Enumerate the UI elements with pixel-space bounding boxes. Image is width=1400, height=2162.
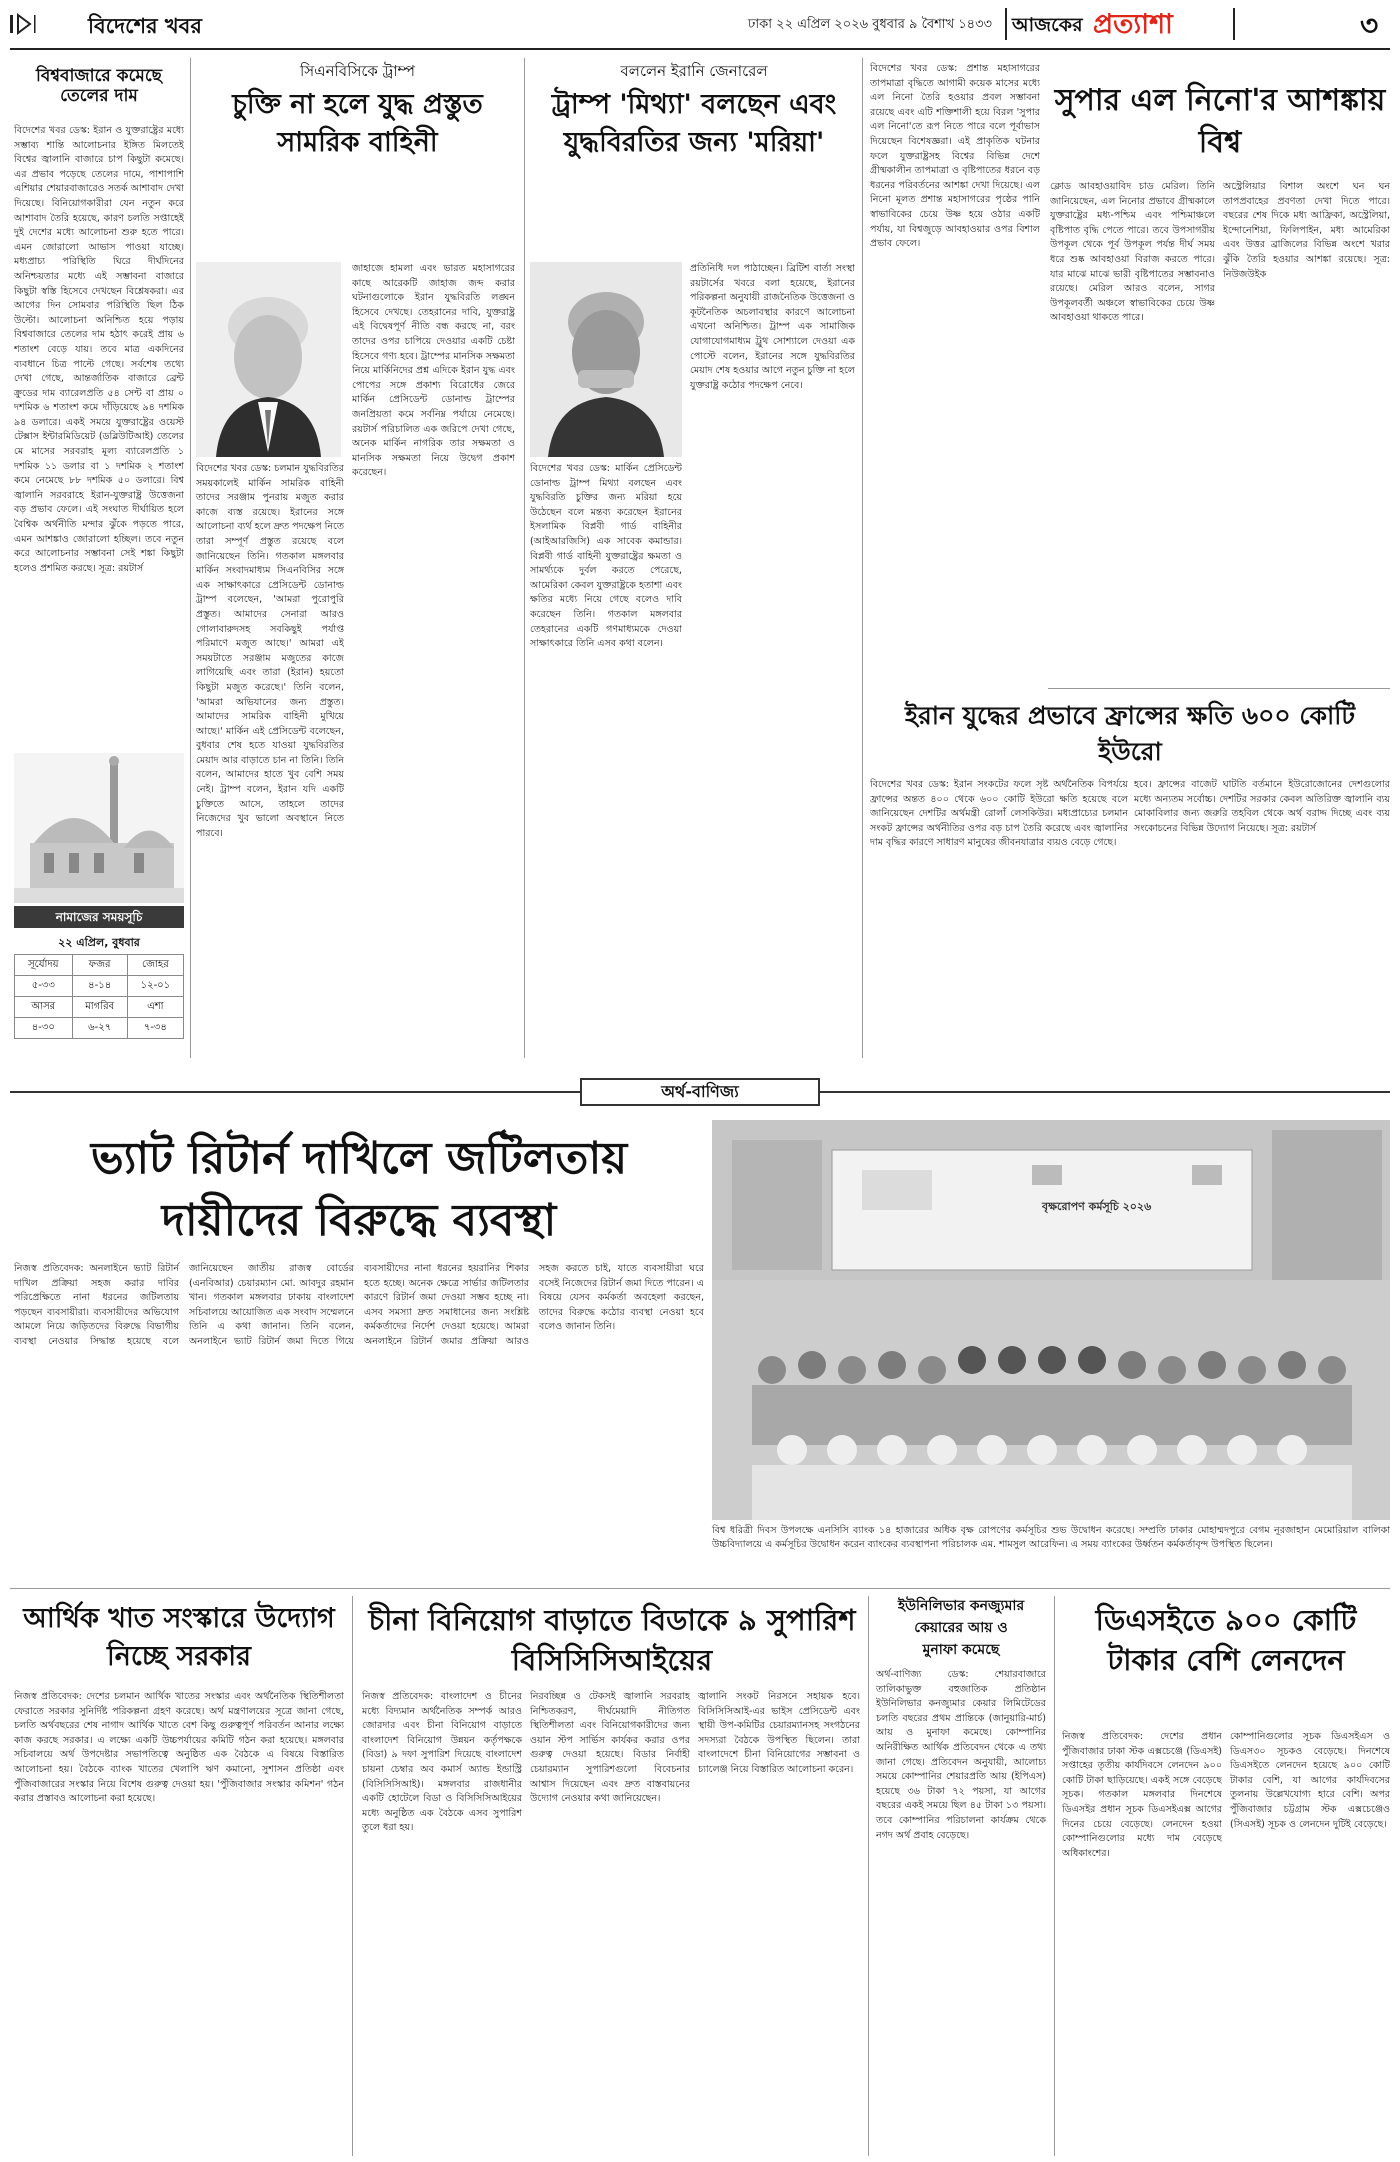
dse-headline: ডিএসইতে ৯০০ কোটি টাকার বেশি লেনদেন <box>1095 1603 1357 1677</box>
column-rule <box>190 58 191 1058</box>
prayer-cell: ৫-৩৩ <box>15 976 73 997</box>
trump-body-b: জাহাজে হামলা এবং ভারত মহাসাগরের কাছে আরেকটি জাহাজ জব্দ করার ঘটনাগুলোকে ইরান যুদ্ধবিরতি লঙ্ঘন হিসেবে দেখছে। তেহরানের দাবি, যুক্তরাষ্ট্র এই বিদ্বেষপূর্ণ নীতি বন্ধ করছে না, বরং তাদের ওপর চাপিয়ে দেওয়ার একটি চেষ্টা হিসেবে গণ্য হবে। ট্রাম্পের মানসিক সক্ষমতা নিয়ে মার্কিনিদের প্রশ্ন এদিকে ইরান যুদ্ধ এবং পোপের সঙ্গে প্রকাশ্য বিরোধের জেরে মার্কিন প্রেসিডেন্ট ডোনাল্ড ট্রাম্পের জনপ্রিয়তা কমে সর্বনিম্ন পর্যায়ে নেমেছে। রয়টার্স পরিচালিত এক জরিপে দেখা গেছে, অনেক মার্কিন নাগরিক তার সক্ষমতা ও মানসিক সক্ষমতা নিয়ে উদ্বেগ প্রকাশ করেছেন। <box>352 263 515 479</box>
page-number: ৩ <box>1360 9 1379 42</box>
column-rule <box>1054 1596 1055 2156</box>
story-rule <box>1048 688 1390 689</box>
mosque-illustration <box>14 753 184 903</box>
prayer-date: ২২ এপ্রিল, বুধবার <box>58 936 140 949</box>
prayer-cell: সূর্যোদয় <box>15 955 73 976</box>
china-body-b: নিরবচ্ছিন্ন ও টেকসই জ্বালানি সরবরাহ নিশ্চিতকরণ, দীর্ঘমেয়াদি নীতিগত স্থিতিশীলতা এবং বিনিয়োগকারীদের জন্য ওয়ান স্টপ সার্ভিস কার্যকর করার ওপর গুরুত্ব দেওয়া হয়েছে। বিডার নির্বাহী চেয়ারম্যান সুপারিশগুলো বিবেচনার আশ্বাস দিয়েছেন এবং দ্রুত বাস্তবায়নের উদ্যোগ নেওয়ার কথা জানিয়েছেন। <box>530 1691 690 1805</box>
vat-headline: ভ্যাট রিটার্ন দাখিলে জটিলতায় দায়ীদের বিরুদ্ধে ব্যবস্থা <box>90 1133 628 1246</box>
unilever-headline-c: মুনাফা কমেছে <box>922 1642 1000 1658</box>
section-banner <box>10 1078 1390 1106</box>
prayer-cell: এশা <box>127 997 183 1018</box>
paper-prefix: আজকের <box>1012 14 1083 36</box>
column-rule <box>862 58 863 1058</box>
banner-label: অর্থ-বাণিজ্য <box>580 1078 820 1106</box>
masthead-divider-right <box>1233 8 1235 40</box>
france-body-a: বিদেশের খবর ডেস্ক: ইরান সংকটের ফলে সৃষ্ট অর্থনৈতিক বিপর্যয়ে ফ্রান্সের অন্তত ৪০০ থেকে ৬০০ কোটি ইউরো ক্ষতি হয়েছে বলে জানিয়েছেন দেশটির অর্থমন্ত্রী রোলাঁ লেসকিউর। মধ্যপ্রাচ্যের চলমান সংকট ফ্রান্সের অর্থনীতির ওপর বড় চাপ তৈরি করেছে এবং জ্বালানির দাম বৃদ্ধির কারণে সাধারণ মানুষের জীবনযাত্রার ব্যয়ও বেড়ে গেছে। <box>870 779 1128 849</box>
page-marker-icon <box>10 13 44 35</box>
prayer-cell: ৭-৩৪ <box>127 1018 183 1039</box>
trump-photo <box>196 262 341 457</box>
general-body-a: বিদেশের খবর ডেস্ক: মার্কিন প্রেসিডেন্ট ডোনাল্ড ট্রাম্প মিথ্যা বলছেন এবং যুদ্ধবিরতি চুক্তির জন্য মরিয়া হয়ে উঠেছেন বলে মন্তব্য করেছেন ইরানের ইসলামিক বিপ্লবী গার্ড বাহিনীর (আইআরজিসি) এক সাবেক কমান্ডার। বিপ্লবী গার্ড বাহিনী যুক্তরাষ্ট্রের ক্ষমতা ও সামর্থ্যকে দুর্বল করতে পেরেছে, আমেরিকা কেবল যুক্তরাষ্ট্রকে হতাশা এবং ক্ষতির মধ্যে নিয়ে গেছে বলেও দাবি করেছেন তিনি। গতকাল মঙ্গলবার তেহরানের একটি গণমাধ্যমকে দেওয়া সাক্ষাৎকারে তিনি এসব কথা বলেন। <box>530 463 682 650</box>
prayer-table <box>14 954 184 1039</box>
france-headline: ইরান যুদ্ধের প্রভাবে ফ্রান্সের ক্ষতি ৬০০ কোটি ইউরো <box>904 701 1356 766</box>
elnino-body-c: অস্ট্রেলিয়ার বিশাল অংশে ঘন ঘন তাপপ্রবাহের প্রবণতা দেখা দিতে পারে। বছরের শেষ দিকে মধ্য আফ্রিকা, অস্ট্রেলিয়া, ইন্দোনেশিয়া, ফিলিপাইন, মধ্য আমেরিকা এবং উত্তর ব্রাজিলের বিভিন্ন অংশে খরার ঝুঁকি তৈরি হওয়ার আশঙ্কা রয়েছে। সূত্র: নিউজউইক <box>1223 181 1390 280</box>
general-body-b: প্রতিনিধি দল পাঠাচ্ছেন। ব্রিটিশ বার্তা সংস্থা রয়টার্সের খবরে বলা হয়েছে, ইরানের পরিকল্পনা অনুযায়ী রাজনৈতিক উত্তেজনা ও কূটনৈতিক অচলাবস্থার কারণে আলোচনা এখনো অনিশ্চিত। ট্রাম্প এক সামাজিক যোগাযোগমাধ্যম ট্রুথ সোশ্যালে দেওয়া এক পোস্টে বলেন, ইরানের সঙ্গে যুদ্ধবিরতির মেয়াদ শেষ হওয়ার আগে নতুন চুক্তি না হলে যুক্তরাষ্ট্র কঠোর পদক্ষেপ নেবে। <box>690 263 855 391</box>
plantation-banner-title: বৃক্ষরোপণ কর্মসূচি ২০২৬ <box>1042 1200 1152 1213</box>
paper-name: প্রত্যাশা <box>1093 9 1173 40</box>
prayer-cell: জোহর <box>127 955 183 976</box>
prayer-cell: ৪-৩০ <box>15 1018 73 1039</box>
prayer-cell: ফজর <box>72 955 127 976</box>
dse-body-b: কোম্পানিগুলোর সূচক ডিএসইএস ও ডিএস৩০ সূচকও বেড়েছে। দিনশেষে ডিএসইতে লেনদেন হয়েছে ৯০০ কোটি টাকার বেশি, যা আগের কার্যদিবসের তুলনায় উল্লেখযোগ্য হারে বেশি। অপর পুঁজিবাজার চট্টগ্রাম স্টক এক্সচেঞ্জেও (সিএসই) সূচক ও লেনদেন দুটিই বেড়েছে। <box>1230 1731 1390 1830</box>
prayer-cell: ৬-২৭ <box>72 1018 127 1039</box>
oil-body: বিদেশের খবর ডেস্ক: ইরান ও যুক্তরাষ্ট্রের মধ্যে সম্ভাব্য শান্তি আলোচনার ইঙ্গিত মিলতেই বিশ্বের জ্বালানি বাজারে চাপ কিছুটা কমেছে। এর প্রভাব পড়েছে তেলের দামে, পাশাপাশি এশিয়ার শেয়ারবাজারেও সতর্ক আশাবাদ দেখা দিয়েছে। বিনিয়োগকারীরা যেন নতুন করে আশাবাদ তৈরি হয়েছে, কারণ চলতি সপ্তাহেই দুই দেশের মধ্যে আলোচনা শুরু হতে পারে। এমন জোরালো আভাস পাওয়া যাচ্ছে। মধ্যপ্রাচ্য পরিস্থিতি ঘিরে দীর্ঘদিনের অনিশ্চয়তার মধ্যে এই সম্ভাবনা বাজারে কিছুটা স্বস্তি হিসেবে দেখছেন বিশ্লেষকরা। এর আগের দিন সোমবার পরিস্থিতি ছিল ঠিক উল্টো। আলোচনা অনিশ্চিত হয়ে পড়ায় বিশ্ববাজারে তেলের দাম হঠাৎ করেই প্রায় ৬ শতাংশ বেড়ে যায়। তবে মাত্র একদিনের ব্যবধানে চিত্র পাল্টে গেছে। সর্বশেষ তথ্যে দেখা গেছে, আন্তর্জাতিক বাজারে ব্রেন্ট ক্রুডের দাম ব্যারেলপ্রতি ৫৪ সেন্ট বা প্রায় ০ দশমিক ৬ শতাংশ কমে দাঁড়িয়েছে ৯৪ দশমিক ৯৪ ডলারে। একই সময়ে যুক্তরাষ্ট্রের ওয়েস্ট টেক্সাস ইন্টারমিডিয়েট (ডব্লিউটিআই) তেলের মে মাসের সরবরাহ মূল্য ব্যারেলপ্রতি ১ দশমিক ১১ ডলার বা ১ দশমিক ২ শতাংশ কমে নেমেছে ৮৮ দশমিক ৫০ ডলারে। বিশ্ব জ্বালানি সরবরাহে ইরান-যুক্তরাষ্ট্র উত্তেজনা বড় প্রভাব ফেলে। এই সংঘাত দীর্ঘায়িত হলে বৈশ্বিক অর্থনীতি মন্দার ঝুঁকে পড়তে পারে, এমন আশঙ্কাও জোরালো হচ্ছিল। তবে নতুন করে আলোচনার সম্ভাবনা সেই শঙ্কা কিছুটা হলেও প্রশমিত করছে। সূত্র: রয়টার্স <box>14 125 184 574</box>
oil-headline: বিশ্ববাজারে কমেছে তেলের দাম <box>36 66 162 107</box>
column-rule <box>868 1596 869 2156</box>
prayer-label: নামাজের সময়সূচি <box>14 906 184 928</box>
dateline: ঢাকা ২২ এপ্রিল ২০২৬ বুধবার ৯ বৈশাখ ১৪৩৩ <box>748 17 993 32</box>
story-rule <box>10 1588 1390 1589</box>
vat-body: নিজস্ব প্রতিবেদক: অনলাইনে ভ্যাট রিটার্ন দাখিল প্রক্রিয়া সহজ করার দাবির পরিপ্রেক্ষিতে নানা ধরনের জটিলতায় পড়ছেন ব্যবসায়ীরা। ব্যবসায়ীদের অভিযোগ আমলে নিয়ে জড়িতদের বিরুদ্ধে বিভাগীয় ব্যবস্থা নেওয়ার সিদ্ধান্ত হয়েছে বলে জানিয়েছেন জাতীয় রাজস্ব বোর্ডের (এনবিআর) চেয়ারম্যান মো. আবদুর রহমান খান। গতকাল মঙ্গলবার ঢাকায় বাংলাদেশ সচিবালয়ে আয়োজিত এক সংবাদ সম্মেলনে তিনি এ কথা জানান। তিনি বলেন, অনলাইনে ভ্যাট রিটার্ন জমা দিতে গিয়ে ব্যবসায়ীদের নানা ধরনের হয়রানির শিকার হতে হচ্ছে। অনেক ক্ষেত্রে সার্ভার জটিলতার কারণে রিটার্ন জমা দেওয়া সম্ভব হচ্ছে না। এসব সমস্যা দ্রুত সমাধানের জন্য সংশ্লিষ্ট কর্মকর্তাদের নির্দেশ দেওয়া হয়েছে। আমরা অনলাইনে রিটার্ন জমার প্রক্রিয়া আরও সহজ করতে চাই, যাতে ব্যবসায়ীরা ঘরে বসেই নিজেদের রিটার্ন জমা দিতে পারেন। এ বিষয়ে যেসব কর্মকর্তা অবহেলা করছেন, তাদের বিরুদ্ধে কঠোর ব্যবস্থা নেওয়া হবে বলেও জানান তিনি। <box>14 1263 704 1347</box>
prayer-cell: আসর <box>15 997 73 1018</box>
masthead-rule <box>10 48 1390 50</box>
general-headline: ট্রাম্প 'মিথ্যা' বলছেন এবং যুদ্ধবিরতির জন্য 'মরিয়া' <box>551 89 837 158</box>
elnino-headline: সুপার এল নিনো'র আশঙ্কায় বিশ্ব <box>1054 83 1386 160</box>
prayer-cell: ১২-০১ <box>127 976 183 997</box>
trump-kicker: সিএনবিসিকে ট্রাম্প <box>299 62 416 80</box>
column-rule <box>352 1596 353 2156</box>
general-photo <box>530 262 682 457</box>
prayer-cell: ৪-১৪ <box>72 976 127 997</box>
china-body-a: নিজস্ব প্রতিবেদক: বাংলাদেশ ও চীনের মধ্যে বিদ্যমান অর্থনৈতিক সম্পর্ক আরও জোরদার এবং চীনা বিনিয়োগ বাড়াতে বাংলাদেশ বিনিয়োগ উন্নয়ন কর্তৃপক্ষকে (বিডা) ৯ দফা সুপারিশ দিয়েছে বাংলাদেশ চায়না চেম্বার অব কমার্স অ্যান্ড ইন্ডাস্ট্রি (বিসিসিসিআই)। মঙ্গলবার রাজধানীর একটি হোটেলে বিডা ও বিসিসিসিআইয়ের মধ্যে অনুষ্ঠিত এক বৈঠকে এসব সুপারিশ তুলে ধরা হয়। <box>362 1691 522 1834</box>
prayer-cell: মাগরিব <box>72 997 127 1018</box>
unilever-headline-a: ইউনিলিভার কনজ্যুমার <box>897 1598 1025 1614</box>
plantation-photo <box>712 1120 1390 1520</box>
elnino-body-b: ক্লোড আবহাওয়াবিদ চাড মেরিল। তিনি জানিয়েছেন, এল নিনোর প্রভাবে গ্রীষ্মকালে যুক্তরাষ্ট্রের মধ্য-পশ্চিম এবং পশ্চিমাঞ্চলে বৃষ্টিপাত বৃদ্ধি পেতে পারে। তবে উপসাগরীয় উপকূল থেকে পূর্ব উপকূল পর্যন্ত দীর্ঘ সময় ধরে শুষ্ক আবহাওয়া বিরাজ করতে পারে। যার মাঝে মাঝে ভারী বৃষ্টিপাতের সম্ভাবনাও রয়েছে। মেরিল আরও বলেন, সাগর উপকূলবর্তী অঞ্চলে স্বাভাবিকের চেয়ে উষ্ণ আবহাওয়া থাকতে পারে। <box>1050 181 1215 324</box>
masthead <box>0 0 1400 48</box>
france-body-b: হবে। ফ্রান্সের বাজেট ঘাটতি বর্তমানে ইউরোজোনের দেশগুলোর মধ্যে অন্যতম সর্বোচ্চ। দেশটির সরকার কেবল অতিরিক্ত জ্বালানি ব্যয় মোকাবিলার জন্য জরুরি তহবিল থেকে অর্থ বরাদ্দ দিচ্ছে এবং ব্যয় সংকোচনের বিভিন্ন উদ্যোগ নিয়েছে। সূত্র: রয়টার্স <box>1134 779 1390 834</box>
general-kicker: বললেন ইরানি জেনারেল <box>620 62 768 80</box>
reform-headline: আর্থিক খাত সংস্কারে উদ্যোগ নিচ্ছে সরকার <box>23 1603 335 1672</box>
reform-body: নিজস্ব প্রতিবেদক: দেশের চলমান আর্থিক খাতের সংস্কার এবং অর্থনৈতিক স্থিতিশীলতা ফেরাতে সরকার সুনির্দিষ্ট পরিকল্পনা গ্রহণ করেছে। অর্থ মন্ত্রণালয়ের সূত্রে জানা গেছে, চলতি অর্থবছরের শেষ নাগাদ আর্থিক খাতে বেশ কিছু গুরুত্বপূর্ণ পরিবর্তন আনার লক্ষ্যে কাজ করছে সরকার। এ লক্ষ্যে একটি উচ্চপর্যায়ের কমিটি গঠন করা হয়েছে। মঙ্গলবার সচিবালয়ে অর্থ উপদেষ্টার সভাপতিত্বে অনুষ্ঠিত এক বৈঠকে এ বিষয়ে বিস্তারিত আলোচনা হয়। বৈঠকে ব্যাংক খাতের খেলাপি ঋণ কমানো, সুশাসন প্রতিষ্ঠা এবং পুঁজিবাজারের সংস্কার নিয়ে বিশেষ গুরুত্ব দেওয়া হয়। 'পুঁজিবাজার সংস্কার কমিশন' গঠন করার প্রস্তাবও আলোচনা করা হয়েছে। <box>14 1691 344 1805</box>
plantation-caption: বিশ্ব ধরিত্রী দিবস উপলক্ষে এনসিসি ব্যাংক ১৪ হাজারের অধিক বৃক্ষ রোপণের কর্মসূচির শুভ উদ্বোধন করেছে। সম্প্রতি ঢাকার মোহাম্মদপুরে বেগম নূরজাহান মেমোরিয়াল বালিকা উচ্চবিদ্যালয়ে এ কর্মসূচির উদ্বোধন করেন ব্যাংকের ব্যবস্থাপনা পরিচালক এম. শামসুল আরেফিন। এ সময় ব্যাংকের উর্ধ্বতন কর্মকর্তাবৃন্দ উপস্থিত ছিলেন। <box>712 1525 1390 1550</box>
unilever-body: অর্থ-বাণিজ্য ডেস্ক: শেয়ারবাজারে তালিকাভুক্ত বহুজাতিক প্রতিষ্ঠান ইউনিলিভার কনজ্যুমার কেয়ার লিমিটেডের চলতি বছরের প্রথম প্রান্তিকে (জানুয়ারি-মার্চ) আয় ও মুনাফা কমেছে। কোম্পানির অনিরীক্ষিত আর্থিক প্রতিবেদন থেকে এ তথ্য জানা গেছে। প্রতিবেদন অনুযায়ী, আলোচ্য সময়ে কোম্পানির শেয়ারপ্রতি আয় (ইপিএস) হয়েছে ৩৬ টাকা ৭২ পয়সা, যা আগের বছরের একই সময়ে ছিল ৪৫ টাকা ১৩ পয়সা। তবে কোম্পানির পরিচালনা কার্যক্রম থেকে নগদ অর্থ প্রবাহ বেড়েছে। <box>876 1669 1046 1841</box>
dse-body-a: নিজস্ব প্রতিবেদক: দেশের প্রধান পুঁজিবাজার ঢাকা স্টক এক্সচেঞ্জে (ডিএসই) সপ্তাহের তৃতীয় কার্যদিবসে লেনদেন ৯০০ কোটি টাকা ছাড়িয়েছে। একই সঙ্গে বেড়েছে সূচক। গতকাল মঙ্গলবার দিনশেষে ডিএসইর প্রধান সূচক ডিএসইএক্স আগের দিনের চেয়ে বেড়েছে। লেনদেন হওয়া কোম্পানিগুলোর মধ্যে দাম বেড়েছে অধিকাংশের। <box>1062 1731 1222 1859</box>
china-headline: চীনা বিনিয়োগ বাড়াতে বিডাকে ৯ সুপারিশ বিসিসিসিআইয়ের <box>368 1603 856 1677</box>
trump-headline: চুক্তি না হলে যুদ্ধ প্রস্তুত সামরিক বাহিনী <box>232 89 483 158</box>
masthead-divider <box>1005 8 1007 40</box>
section-name: বিদেশের খবর <box>88 14 202 38</box>
unilever-headline-b: কেয়ারের আয় ও <box>914 1620 1008 1636</box>
elnino-body-a: বিদেশের খবর ডেস্ক: প্রশান্ত মহাসাগরের তাপমাত্রা বৃদ্ধিতে আগামী কয়েক মাসের মধ্যে এল নিনো তৈরি হওয়ার প্রবল সম্ভাবনা রয়েছে এবং এটি শক্তিশালী হয়ে বিরল 'সুপার এল নিনো'তে রূপ নিতে পারে বলে পূর্বাভাস দিয়েছেন বিশেষজ্ঞরা। এই প্রাকৃতিক ঘটনার ফলে যুক্তরাষ্ট্রসহ বিশ্বের বিভিন্ন দেশে গ্রীষ্মকালীন তাপমাত্রা ও বৃষ্টিপাতের ধরনে বড় ধরনের পরিবর্তনের আশঙ্কা দেখা দিয়েছে। এল নিনো মূলত প্রশান্ত মহাসাগরের পৃষ্ঠের পানি স্বাভাবিকের চেয়ে উষ্ণ হয়ে ওঠার একটি পর্যায়, যা বিশ্বজুড়ে আবহাওয়ার ওপর বিশাল প্রভাব ফেলে। <box>870 63 1040 250</box>
china-body-c: জ্বালানি সংকট নিরসনে সহায়ক হবে। বিসিসিসিআই-এর ভাইস প্রেসিডেন্ট এবং স্থায়ী উপ-কমিটির চেয়ারম্যানসহ সংগঠনের সদস্যরা বৈঠকে উপস্থিত ছিলেন। তারা বাংলাদেশে চীনা বিনিয়োগের সম্ভাবনা ও চ্যালেঞ্জ নিয়ে বিস্তারিত আলোচনা করেন। <box>698 1691 860 1775</box>
column-rule <box>524 58 525 1058</box>
trump-body-a: বিদেশের খবর ডেস্ক: চলমান যুদ্ধবিরতির সময়কালেই মার্কিন সামরিক বাহিনী তাদের সরঞ্জাম পুনরায় মজুত করার কাজে ব্যস্ত রয়েছে। ইরানের সঙ্গে আলোচনা ব্যর্থ হলে দ্রুত পদক্ষেপ নিতে তারা সম্পূর্ণ প্রস্তুত রয়েছে বলে জানিয়েছেন তিনি। গতকাল মঙ্গলবার মার্কিন সংবাদমাধ্যম সিএনবিসির সঙ্গে এক সাক্ষাৎকারে প্রেসিডেন্ট ডোনাল্ড ট্রাম্প বলেছেন, 'আমরা পুরোপুরি প্রস্তুত। আমাদের সেনারা আরও গোলাবারুদসহ সবকিছুই পর্যাপ্ত পরিমাণে মজুত আছে।' আমরা এই সময়টাতে সরঞ্জাম মজুতের কাজে লাগিয়েছি এবং তারা (ইরান) হয়তো কিছুটা মজুত করেছে।' তিনি বলেন, 'আমরা অভিযানের জন্য প্রস্তুত। আমাদের সামরিক বাহিনী মুখিয়ে আছে।' মার্কিন এই প্রেসিডেন্ট বলেছেন, বুধবার শেষ হতে যাওয়া যুদ্ধবিরতির মেয়াদ আর বাড়াতে চান না তিনি। তিনি বলেন, আমাদের হাতে খুব বেশি সময় নেই। ট্রাম্প বলেন, ইরান যদি একটি চুক্তিতে আসে, তাহলে তাদের নিজেদের খুব ভালো অবস্থানে নিতে পারবে। <box>196 463 344 839</box>
